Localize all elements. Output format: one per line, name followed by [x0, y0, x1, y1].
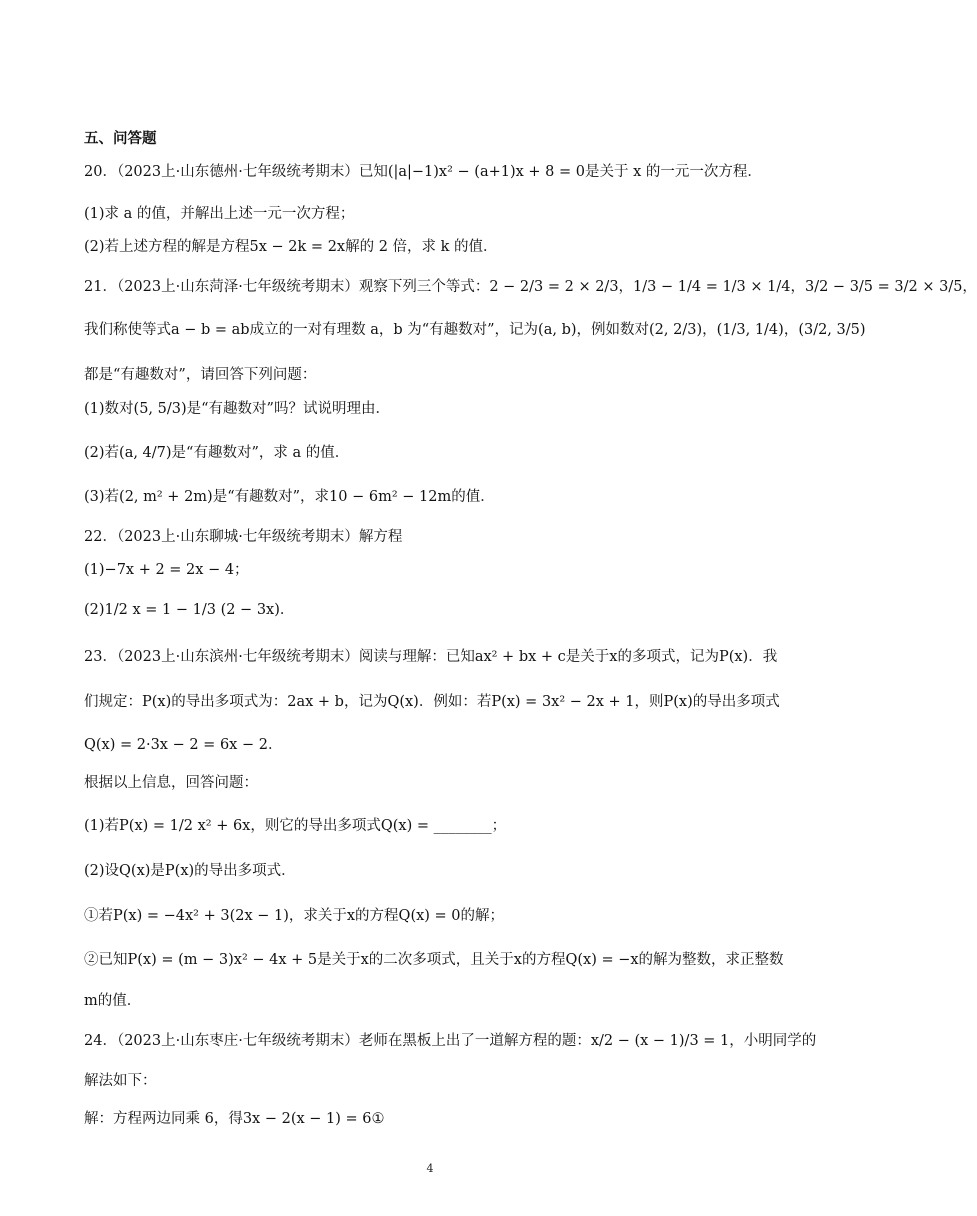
question-23-line-3: Q(x) = 2·3x − 2 = 6x − 2．	[84, 737, 283, 753]
question-24-line-2: 解法如下：	[84, 1073, 157, 1089]
question-21-line-2: 我们称使等式a − b = ab成立的一对有理数 a，b 为“有趣数对”，记为(a, b)，例如数对(2, 2/3)，(1/3, 1/4)，(3/2, 3/5)	[84, 322, 866, 338]
question-21-line-4: (1)数对(5, 5/3)是“有趣数对”吗？试说明理由．	[84, 401, 390, 417]
question-24-line-3: 解：方程两边同乘 6，得3x − 2(x − 1) = 6①	[84, 1111, 385, 1127]
question-23-line-6: (2)设Q(x)是P(x)的导出多项式．	[84, 863, 296, 879]
question-23-line-5: (1)若P(x) = 1/2 x² + 6x，则它的导出多项式Q(x) = ________；	[84, 818, 507, 834]
question-22-line-3: (2)1/2 x = 1 − 1/3 (2 − 3x)．	[84, 602, 295, 618]
question-23-line-1: 23．（2023上·山东滨州·七年级统考期末）阅读与理解：已知ax² + bx + c是关于x的多项式，记为P(x)．我	[84, 649, 778, 665]
question-21-line-6: (3)若(2, m² + 2m)是“有趣数对”，求10 − 6m² − 12m的值．	[84, 489, 495, 505]
question-23-line-4: 根据以上信息，回答问题：	[84, 775, 258, 791]
question-23-line-2: 们规定：P(x)的导出多项式为：2ax + b，记为Q(x)．例如：若P(x) = 3x² − 2x + 1，则P(x)的导出多项式	[84, 694, 780, 710]
question-20-line-3: (2)若上述方程的解是方程5x − 2k = 2x解的 2 倍，求 k 的值．	[84, 239, 498, 255]
question-23-line-8: ②已知P(x) = (m − 3)x² − 4x + 5是关于x的二次多项式，且关于x的方程Q(x) = −x的解为整数，求正整数	[84, 952, 784, 968]
question-22-line-2: (1)−7x + 2 = 2x − 4；	[84, 562, 249, 578]
question-24-line-1: 24．（2023上·山东枣庄·七年级统考期末）老师在黑板上出了一道解方程的题：x/2 − (x − 1)/3 = 1，小明同学的	[84, 1033, 817, 1049]
section-title: 五、问答题	[84, 131, 157, 147]
question-22-line-1: 22．（2023上·山东聊城·七年级统考期末）解方程	[84, 529, 403, 545]
page-number: 4	[426, 1162, 434, 1175]
question-20-line-1: 20．（2023上·山东德州·七年级统考期末）已知(|a|−1)x² − (a+1)x + 8 = 0是关于 x 的一元一次方程．	[84, 164, 762, 180]
question-21-line-5: (2)若(a, 4/7)是“有趣数对”，求 a 的值．	[84, 445, 350, 461]
question-23-line-9: m的值．	[84, 993, 142, 1009]
question-21-line-1: 21．（2023上·山东菏泽·七年级统考期末）观察下列三个等式：2 − 2/3 = 2 × 2/3，1/3 − 1/4 = 1/3 × 1/4，3/2 − 3/5 = 3/2 × 3/5，	[84, 279, 977, 295]
question-20-line-2: (1)求 a 的值，并解出上述一元一次方程；	[84, 206, 355, 222]
question-23-line-7: ①若P(x) = −4x² + 3(2x − 1)，求关于x的方程Q(x) = 0的解；	[84, 908, 505, 924]
question-21-line-3: 都是“有趣数对”，请回答下列问题：	[84, 367, 317, 383]
